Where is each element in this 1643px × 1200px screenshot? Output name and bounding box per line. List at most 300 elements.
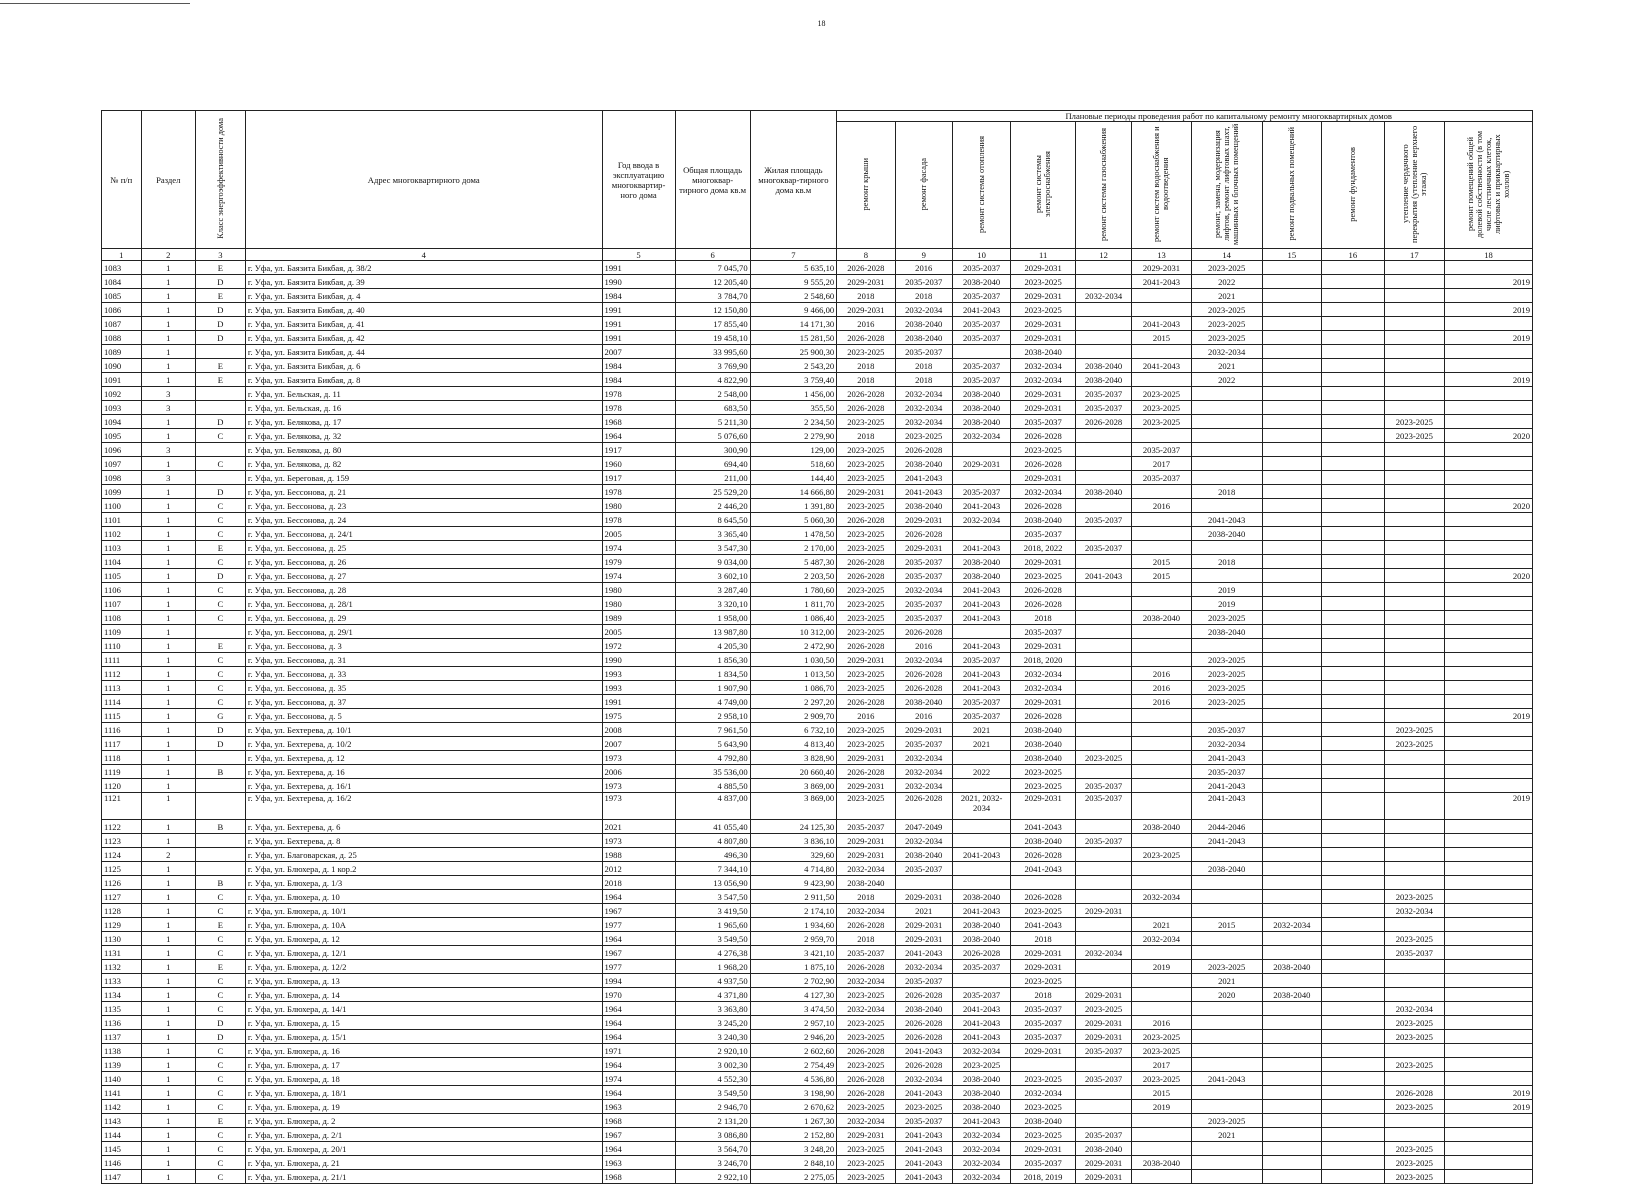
table-cell: 2035-2037 <box>895 597 952 611</box>
table-cell: 1127 <box>102 890 142 904</box>
table-row <box>102 261 1533 275</box>
table-cell: 2035-2037 <box>952 289 1010 303</box>
table-cell <box>1262 639 1321 653</box>
table-cell <box>1322 429 1385 443</box>
table-cell: 1088 <box>102 331 142 345</box>
table-cell <box>1262 485 1321 499</box>
table-cell: 2018 <box>895 289 952 303</box>
table-cell: 2038-2040 <box>1132 1156 1191 1170</box>
table-cell <box>1445 667 1533 681</box>
table-cell <box>1322 1044 1385 1058</box>
table-cell: 2026-2028 <box>1011 597 1076 611</box>
column-number-cell: 10 <box>952 249 1010 261</box>
table-cell <box>1384 709 1444 723</box>
table-cell <box>1445 820 1533 834</box>
table-cell: 2041-2043 <box>895 946 952 960</box>
table-cell: 2038-2040 <box>952 1072 1010 1086</box>
capital-repair-table <box>101 110 1533 1184</box>
table-row <box>102 625 1533 639</box>
table-cell: 4 792,80 <box>675 751 750 765</box>
table-cell <box>1322 793 1385 820</box>
table-row <box>102 569 1533 583</box>
table-cell: 2019 <box>1132 1100 1191 1114</box>
table-cell <box>1445 960 1533 974</box>
table-cell <box>1322 848 1385 862</box>
table-cell: 2023-2025 <box>1011 569 1076 583</box>
table-cell <box>195 779 245 793</box>
table-cell: 2032-2034 <box>952 1170 1010 1184</box>
table-cell: 2032-2034 <box>895 834 952 848</box>
table-cell: г. Уфа, ул. Блюхера, д. 17 <box>245 1058 602 1072</box>
table-cell: 2023-2025 <box>1011 904 1076 918</box>
table-cell: 2015 <box>1191 918 1262 932</box>
table-cell: 2019 <box>1445 303 1533 317</box>
table-cell <box>1322 779 1385 793</box>
table-cell: 2 548,00 <box>675 387 750 401</box>
table-cell: 1994 <box>602 974 675 988</box>
table-cell: 1972 <box>602 639 675 653</box>
table-cell: 1 <box>141 317 195 331</box>
table-cell: 2023-2025 <box>837 1058 895 1072</box>
table-cell: 2 152,80 <box>750 1128 837 1142</box>
table-row <box>102 960 1533 974</box>
table-cell <box>1322 653 1385 667</box>
table-cell: г. Уфа, ул. Блюхера, д. 18/1 <box>245 1086 602 1100</box>
table-cell: 2035-2037 <box>952 653 1010 667</box>
table-cell <box>1075 261 1131 275</box>
table-cell <box>1384 485 1444 499</box>
table-cell: г. Уфа, ул. Блюхера, д. 10 <box>245 890 602 904</box>
table-cell <box>1445 779 1533 793</box>
table-cell: 1991 <box>602 261 675 275</box>
table-cell <box>1075 555 1131 569</box>
table-cell <box>1322 527 1385 541</box>
table-cell: 1988 <box>602 848 675 862</box>
table-row <box>102 541 1533 555</box>
table-cell: г. Уфа, ул. Блюхера, д. 16 <box>245 1044 602 1058</box>
table-cell <box>952 862 1010 876</box>
table-cell: 1 <box>141 331 195 345</box>
table-row <box>102 387 1533 401</box>
table-cell <box>1445 1044 1533 1058</box>
table-cell: 2026-2028 <box>1011 499 1076 513</box>
table-cell: 1991 <box>602 695 675 709</box>
table-cell: г. Уфа, ул. Бехтерева, д. 16/1 <box>245 779 602 793</box>
table-cell: 1089 <box>102 345 142 359</box>
table-cell: 2018 <box>1191 555 1262 569</box>
table-cell: 2022 <box>1191 373 1262 387</box>
table-row <box>102 429 1533 443</box>
table-cell: 2015 <box>1132 569 1191 583</box>
table-cell: E <box>195 359 245 373</box>
table-cell: D <box>195 275 245 289</box>
table-cell <box>1322 471 1385 485</box>
table-cell: 2 959,70 <box>750 932 837 946</box>
table-cell <box>1262 541 1321 555</box>
table-cell <box>1075 583 1131 597</box>
table-cell: 1967 <box>602 1128 675 1142</box>
table-cell: 1984 <box>602 289 675 303</box>
table-cell: 2038-2040 <box>1011 1114 1076 1128</box>
table-cell: 2020 <box>1191 988 1262 1002</box>
table-cell: 2035-2037 <box>952 695 1010 709</box>
table-cell: 2035-2037 <box>837 946 895 960</box>
table-cell: 3 828,90 <box>750 751 837 765</box>
table-cell <box>195 848 245 862</box>
table-cell: 2018 <box>837 373 895 387</box>
table-cell: 1 <box>141 862 195 876</box>
table-cell: 2021 <box>1191 359 1262 373</box>
table-cell: 2032-2034 <box>837 1002 895 1016</box>
capital-repair-table-sheet <box>101 110 1533 1184</box>
table-cell: г. Уфа, ул. Баязита Бикбая, д. 42 <box>245 331 602 345</box>
table-cell: 2015 <box>1132 555 1191 569</box>
table-cell <box>1132 974 1191 988</box>
table-cell: 2023-2025 <box>1384 1156 1444 1170</box>
table-cell <box>1191 1142 1262 1156</box>
table-cell: 1113 <box>102 681 142 695</box>
table-row <box>102 1114 1533 1128</box>
table-cell <box>1262 471 1321 485</box>
column-number-cell: 16 <box>1322 249 1385 261</box>
table-cell: E <box>195 1114 245 1128</box>
table-cell <box>1445 387 1533 401</box>
table-cell: 2026-2028 <box>1011 709 1076 723</box>
table-cell <box>1322 1100 1385 1114</box>
table-cell: 2032-2034 <box>952 513 1010 527</box>
table-cell <box>1445 988 1533 1002</box>
table-cell <box>1191 387 1262 401</box>
table-cell: 1083 <box>102 261 142 275</box>
table-cell: 2029-2031 <box>837 275 895 289</box>
table-cell: 1967 <box>602 904 675 918</box>
table-cell: D <box>195 485 245 499</box>
table-cell <box>1262 653 1321 667</box>
table-cell <box>1075 611 1131 625</box>
table-cell: 2047-2049 <box>895 820 952 834</box>
table-cell: 2026-2028 <box>895 625 952 639</box>
table-cell <box>195 625 245 639</box>
table-cell: 1 <box>141 583 195 597</box>
table-cell: 1973 <box>602 751 675 765</box>
table-cell: 2032-2034 <box>952 1156 1010 1170</box>
table-cell: 2038-2040 <box>895 1002 952 1016</box>
table-cell <box>1132 373 1191 387</box>
table-row <box>102 1002 1533 1016</box>
table-cell: 1 <box>141 1044 195 1058</box>
table-cell: 1964 <box>602 1016 675 1030</box>
table-cell: 2018, 2019 <box>1011 1170 1076 1184</box>
header-section: Раздел <box>141 111 195 249</box>
table-cell: 144,40 <box>750 471 837 485</box>
table-cell: 1989 <box>602 611 675 625</box>
table-cell <box>1262 457 1321 471</box>
table-cell: 3 474,50 <box>750 1002 837 1016</box>
table-cell: 2032-2034 <box>895 1072 952 1086</box>
table-cell: 2038-2040 <box>1191 527 1262 541</box>
table-cell: 2035-2037 <box>1075 513 1131 527</box>
table-cell <box>1011 1058 1076 1072</box>
table-cell: E <box>195 541 245 555</box>
table-cell: 3 602,10 <box>675 569 750 583</box>
table-cell: 1091 <box>102 373 142 387</box>
table-cell: 2038-2040 <box>952 415 1010 429</box>
table-cell: 2026-2028 <box>895 527 952 541</box>
header-total-area: Общая площадь многоквар-тирного дома кв.м <box>675 111 750 249</box>
table-cell: C <box>195 932 245 946</box>
table-cell <box>1322 331 1385 345</box>
table-row <box>102 751 1533 765</box>
table-cell: 2029-2031 <box>1011 471 1076 485</box>
column-number-cell: 8 <box>837 249 895 261</box>
table-cell: г. Уфа, ул. Бессонова, д. 31 <box>245 653 602 667</box>
table-cell <box>1262 946 1321 960</box>
table-cell: 1 <box>141 597 195 611</box>
table-cell: 2 702,90 <box>750 974 837 988</box>
table-cell: 1112 <box>102 667 142 681</box>
table-cell: 2032-2034 <box>1262 918 1321 932</box>
table-cell: 1128 <box>102 904 142 918</box>
table-cell: 2019 <box>1445 373 1533 387</box>
table-cell: G <box>195 709 245 723</box>
table-cell <box>1075 1100 1131 1114</box>
table-cell: 2029-2031 <box>1011 289 1076 303</box>
table-cell: C <box>195 499 245 513</box>
table-cell: 3 549,50 <box>675 1086 750 1100</box>
table-cell <box>1262 401 1321 415</box>
table-cell: 2017 <box>1132 1058 1191 1072</box>
table-cell <box>1132 709 1191 723</box>
table-cell <box>1262 611 1321 625</box>
table-row <box>102 345 1533 359</box>
table-cell <box>952 471 1010 485</box>
table-cell: 1964 <box>602 1030 675 1044</box>
table-cell <box>1445 289 1533 303</box>
table-cell: г. Уфа, ул. Бессонова, д. 29/1 <box>245 625 602 639</box>
table-cell: 2026-2028 <box>837 765 895 779</box>
table-cell <box>1075 639 1131 653</box>
table-cell <box>1262 709 1321 723</box>
table-cell: 2016 <box>1132 667 1191 681</box>
table-cell <box>1322 876 1385 890</box>
table-cell <box>952 751 1010 765</box>
table-row <box>102 527 1533 541</box>
table-cell: 2035-2037 <box>1011 415 1076 429</box>
table-cell <box>1322 1170 1385 1184</box>
table-cell: 33 995,60 <box>675 345 750 359</box>
table-cell: 2041-2043 <box>1191 513 1262 527</box>
header-work-text: ремонт, замена, модернизация лифтов, ремонт лифтовых шахт, машинных и блочных помещений <box>1213 123 1241 245</box>
table-cell <box>1132 1170 1191 1184</box>
table-cell: 1978 <box>602 513 675 527</box>
table-row <box>102 765 1533 779</box>
table-cell: 2021, 2032-2034 <box>952 793 1010 820</box>
table-cell: 1 <box>141 1114 195 1128</box>
table-cell: 2041-2043 <box>1011 820 1076 834</box>
table-cell: 2019 <box>1445 793 1533 820</box>
table-cell: 1 086,40 <box>750 611 837 625</box>
table-cell: г. Уфа, ул. Бессонова, д. 23 <box>245 499 602 513</box>
table-cell: B <box>195 820 245 834</box>
table-cell: 2019 <box>1445 1100 1533 1114</box>
table-cell: 2023-2025 <box>1384 1170 1444 1184</box>
table-cell: 2026-2028 <box>895 681 952 695</box>
table-cell: 25 529,20 <box>675 485 750 499</box>
header-work-text: ремонт крыши <box>861 157 871 211</box>
table-cell: 2023-2025 <box>837 1156 895 1170</box>
table-cell <box>1262 1044 1321 1058</box>
table-cell <box>1075 723 1131 737</box>
table-cell <box>1262 834 1321 848</box>
table-cell: 1 <box>141 569 195 583</box>
table-cell: 2029-2031 <box>837 779 895 793</box>
table-cell <box>1322 1086 1385 1100</box>
table-cell <box>1384 513 1444 527</box>
table-cell: 2 922,10 <box>675 1170 750 1184</box>
table-cell: 5 635,10 <box>750 261 837 275</box>
table-cell <box>1262 275 1321 289</box>
table-cell <box>1445 1128 1533 1142</box>
table-row <box>102 737 1533 751</box>
table-cell <box>1322 960 1385 974</box>
table-cell <box>1075 653 1131 667</box>
table-cell: г. Уфа, ул. Бессонова, д. 5 <box>245 709 602 723</box>
table-cell: 1991 <box>602 303 675 317</box>
table-cell: 2032-2034 <box>1384 904 1444 918</box>
table-cell: 1115 <box>102 709 142 723</box>
table-cell <box>1262 793 1321 820</box>
table-cell: 2026-2028 <box>1384 1086 1444 1100</box>
table-cell: 329,60 <box>750 848 837 862</box>
table-cell <box>1132 1002 1191 1016</box>
table-cell <box>1262 303 1321 317</box>
table-cell: 1963 <box>602 1100 675 1114</box>
table-cell: 1917 <box>602 471 675 485</box>
table-cell <box>1075 499 1131 513</box>
header-work-2 <box>895 122 952 249</box>
table-cell: 1135 <box>102 1002 142 1016</box>
table-cell: 2023-2025 <box>1011 1128 1076 1142</box>
table-cell: 1 <box>141 1170 195 1184</box>
table-cell: 2026-2028 <box>837 960 895 974</box>
table-cell: 1141 <box>102 1086 142 1100</box>
table-cell: г. Уфа, ул. Бессонова, д. 37 <box>245 695 602 709</box>
table-cell <box>1191 429 1262 443</box>
table-cell: 1142 <box>102 1100 142 1114</box>
table-cell <box>1322 597 1385 611</box>
table-cell: 2032-2034 <box>1384 1002 1444 1016</box>
table-cell: 2029-2031 <box>837 1128 895 1142</box>
table-cell: C <box>195 974 245 988</box>
table-cell: г. Уфа, ул. Блюхера, д. 21 <box>245 1156 602 1170</box>
table-cell: 6 732,10 <box>750 723 837 737</box>
table-cell: г. Уфа, ул. Блюхера, д. 1/3 <box>245 876 602 890</box>
table-cell <box>1191 890 1262 904</box>
table-cell: 2041-2043 <box>895 1142 952 1156</box>
table-row <box>102 1100 1533 1114</box>
table-cell: 2020 <box>1445 499 1533 513</box>
table-cell: 2029-2031 <box>1011 331 1076 345</box>
table-cell: 2041-2043 <box>895 1128 952 1142</box>
table-cell: 2038-2040 <box>1011 513 1076 527</box>
table-row <box>102 1072 1533 1086</box>
table-cell: 2038-2040 <box>1011 737 1076 751</box>
table-cell: 2023-2025 <box>837 737 895 751</box>
table-cell: 2035-2037 <box>952 960 1010 974</box>
table-cell <box>1322 820 1385 834</box>
table-cell: 4 937,50 <box>675 974 750 988</box>
table-cell <box>1262 667 1321 681</box>
table-cell <box>1262 779 1321 793</box>
table-cell <box>1262 1030 1321 1044</box>
table-cell: 2041-2043 <box>895 1044 952 1058</box>
table-row <box>102 904 1533 918</box>
table-cell: 2029-2031 <box>1011 695 1076 709</box>
table-cell <box>1322 751 1385 765</box>
table-cell: 2023-2025 <box>1132 848 1191 862</box>
table-cell <box>1322 401 1385 415</box>
table-cell <box>1132 751 1191 765</box>
table-cell: 2023-2025 <box>1191 960 1262 974</box>
table-cell <box>1075 527 1131 541</box>
table-cell: 2029-2031 <box>1011 793 1076 820</box>
table-cell: г. Уфа, ул. Блюхера, д. 12 <box>245 932 602 946</box>
table-cell: 1097 <box>102 457 142 471</box>
table-cell <box>1075 597 1131 611</box>
table-cell <box>1445 1170 1533 1184</box>
table-cell: 2019 <box>1445 331 1533 345</box>
table-cell: 2038-2040 <box>952 555 1010 569</box>
table-cell: E <box>195 373 245 387</box>
table-row <box>102 485 1533 499</box>
table-cell: 2041-2043 <box>952 611 1010 625</box>
table-cell <box>1384 1128 1444 1142</box>
table-cell: 2032-2034 <box>895 303 952 317</box>
table-cell: C <box>195 1170 245 1184</box>
table-cell <box>1445 695 1533 709</box>
table-cell: 2032-2034 <box>1075 946 1131 960</box>
table-cell <box>1262 1128 1321 1142</box>
table-cell <box>1445 1030 1533 1044</box>
table-cell <box>1191 1002 1262 1016</box>
table-cell: 2023-2025 <box>837 583 895 597</box>
table-row <box>102 1016 1533 1030</box>
table-cell: 2032-2034 <box>1191 345 1262 359</box>
table-cell: 1143 <box>102 1114 142 1128</box>
table-cell: 1 <box>141 527 195 541</box>
table-cell <box>1132 1114 1191 1128</box>
table-cell: 2035-2037 <box>895 555 952 569</box>
table-cell: 1 <box>141 765 195 779</box>
table-cell: 1 <box>141 625 195 639</box>
table-cell <box>1384 625 1444 639</box>
column-number-cell: 7 <box>750 249 837 261</box>
table-row <box>102 303 1533 317</box>
table-cell: 2035-2037 <box>1075 834 1131 848</box>
table-cell: 2041-2043 <box>952 499 1010 513</box>
table-cell: 1 <box>141 890 195 904</box>
table-cell: 1978 <box>602 485 675 499</box>
table-cell: 2029-2031 <box>1011 261 1076 275</box>
table-cell: 1140 <box>102 1072 142 1086</box>
table-cell: 2032-2034 <box>1011 485 1076 499</box>
table-cell: 1963 <box>602 1156 675 1170</box>
table-cell: 1970 <box>602 988 675 1002</box>
header-work-8 <box>1262 122 1321 249</box>
table-cell: 2038-2040 <box>1075 485 1131 499</box>
table-cell: 2038-2040 <box>895 848 952 862</box>
table-cell: C <box>195 597 245 611</box>
